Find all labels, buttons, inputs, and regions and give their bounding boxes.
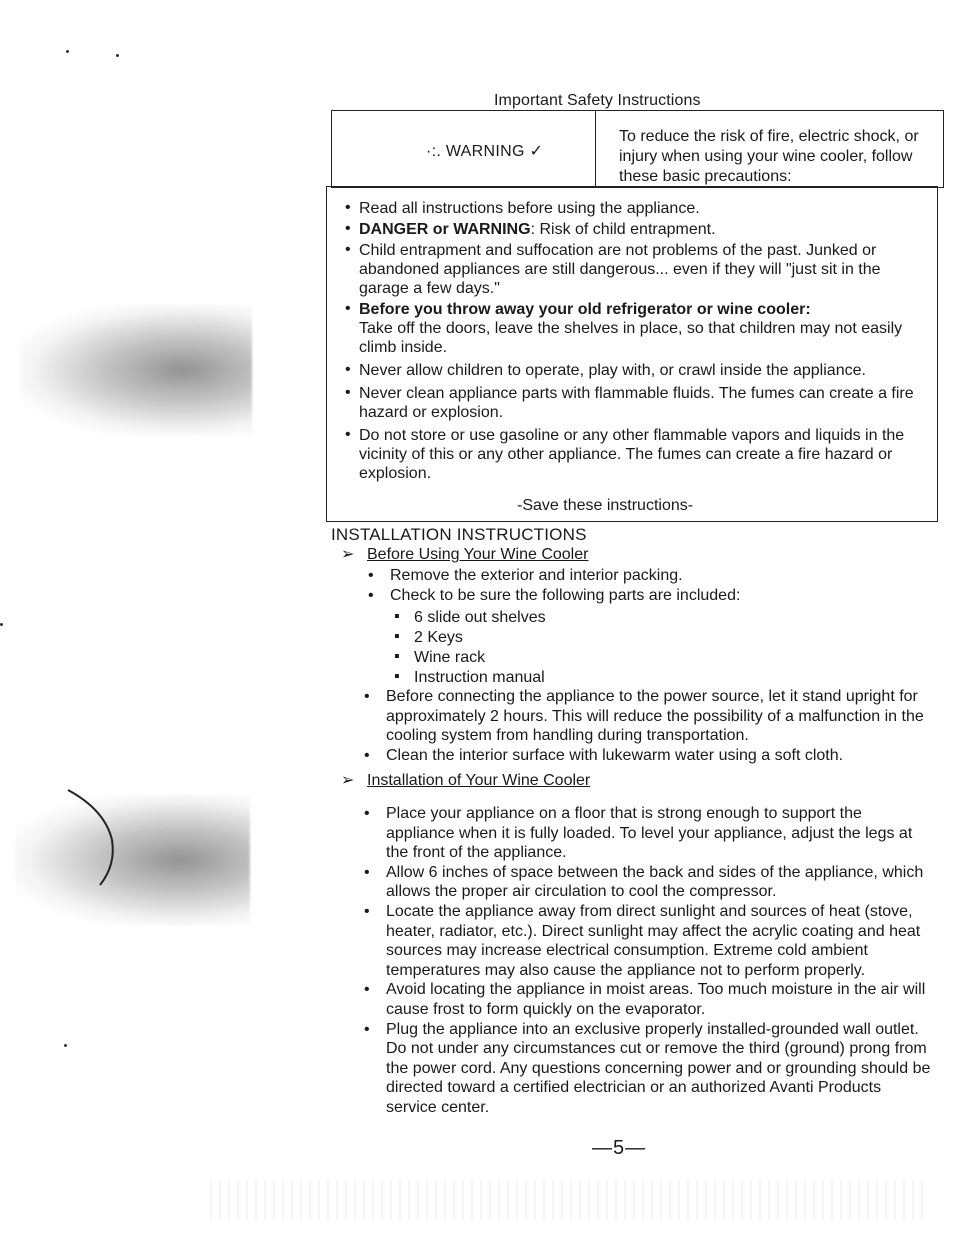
list-item: • Before connecting the appliance to the power source, let it stand upright for approximately 2 hours. This will reduce the possibility of a malfunction in the cooling system from handling during transportation. bbox=[364, 688, 924, 745]
warning-label-cell bbox=[332, 111, 596, 187]
scan-speck bbox=[64, 1044, 67, 1047]
list-item: • Never allow children to operate, play with, or crawl inside the appliance. bbox=[345, 361, 866, 379]
scan-smudge-top bbox=[20, 305, 252, 435]
list-item: • DANGER or WARNING: Risk of child entrapment. bbox=[345, 220, 716, 238]
list-item: • Do not store or use gasoline or any other flammable vapors and liquids in the vicinity of this or any other appliance. The fumes can create a fire hazard or explosion. bbox=[345, 426, 905, 482]
list-item: • Plug the appliance into an exclusive properly installed-grounded wall outlet. Do not under any circumstances cut or remove the third (ground) prong from the power cord. Any questions concerning power and or grounding should be directed toward a certified electrician or an authorized Avanti Products service center. bbox=[364, 1020, 931, 1116]
installation-list bbox=[364, 804, 934, 1118]
safety-list bbox=[335, 199, 931, 485]
list-item: ▪ 2 Keys bbox=[394, 628, 463, 646]
list-item: • Never clean appliance parts with flammable fluids. The fumes can create a fire hazard or explosion. bbox=[345, 384, 914, 421]
scan-smudge-bottom bbox=[15, 795, 250, 925]
warning-header-table bbox=[331, 110, 944, 188]
save-instructions-text: -Save these instructions- bbox=[517, 497, 694, 514]
arrow-bullet-icon: ➢ bbox=[341, 546, 355, 563]
list-item: • Allow 6 inches of space between the back and sides of the appliance, which allows the proper air circulation to cool the compressor. bbox=[364, 863, 924, 901]
page-title: Important Safety Instructions bbox=[494, 92, 701, 109]
included-parts-list bbox=[394, 608, 546, 688]
before-using-heading: ➢ Before Using Your Wine Cooler bbox=[341, 546, 589, 563]
installation-heading: INSTALLATION INSTRUCTIONS bbox=[331, 525, 587, 544]
list-item: • Child entrapment and suffocation are not problems of the past. Junked or abandoned appliances are still dangerous... even if they will "just sit in the garage a few days." bbox=[345, 241, 881, 297]
page-number: —5— bbox=[592, 1137, 647, 1159]
warning-label: ·:. WARNING ✓ bbox=[426, 143, 544, 160]
list-item: • Before you throw away your old refrigerator or wine cooler: Take off the doors, leave the shelves in place, so that children may not easily climb inside. bbox=[345, 300, 903, 356]
list-item: ▪ Wine rack bbox=[394, 648, 486, 666]
list-item: • Avoid locating the appliance in moist areas. Too much moisture in the air will cause frost to form quickly on the evaporator. bbox=[364, 981, 926, 1018]
safety-instructions-box bbox=[326, 186, 938, 522]
scan-speck bbox=[66, 50, 69, 53]
list-item: • Check to be sure the following parts are included: bbox=[368, 586, 741, 604]
warning-text: To reduce the risk of fire, electric shock, or injury when using your wine cooler, follow these basic precautions: bbox=[619, 128, 919, 185]
list-item: • Remove the exterior and interior packing. bbox=[368, 567, 683, 584]
list-item: • Locate the appliance away from direct sunlight and sources of heat (stove, heater, radiator, etc.). Direct sunlight may affect the acrylic coating and heat sources may increase electrical consumption. Extreme cold ambient temperatures may also cause the appliance not to perform properly. bbox=[364, 902, 921, 979]
list-item: ▪ 6 slide out shelves bbox=[394, 608, 546, 626]
scan-speck bbox=[0, 623, 3, 626]
scan-speck bbox=[116, 54, 119, 57]
list-item: • Read all instructions before using the appliance. bbox=[345, 199, 700, 217]
scan-curve-mark bbox=[60, 780, 130, 890]
scan-noise-bottom bbox=[210, 1180, 930, 1220]
list-item: • Place your appliance on a floor that is strong enough to support the appliance when it is fully loaded. To level your appliance, adjust the legs at the front of the appliance. bbox=[364, 805, 913, 862]
list-item: • Clean the interior surface with lukewarm water using a soft cloth. bbox=[364, 746, 844, 764]
before-using-list-continued bbox=[364, 687, 939, 765]
arrow-bullet-icon: ➢ bbox=[341, 772, 355, 789]
list-item: ▪ Instruction manual bbox=[394, 668, 545, 686]
warning-check-icon: ✓ bbox=[529, 143, 544, 160]
before-using-list bbox=[368, 566, 938, 605]
installation-of-heading: ➢ Installation of Your Wine Cooler bbox=[341, 772, 591, 789]
